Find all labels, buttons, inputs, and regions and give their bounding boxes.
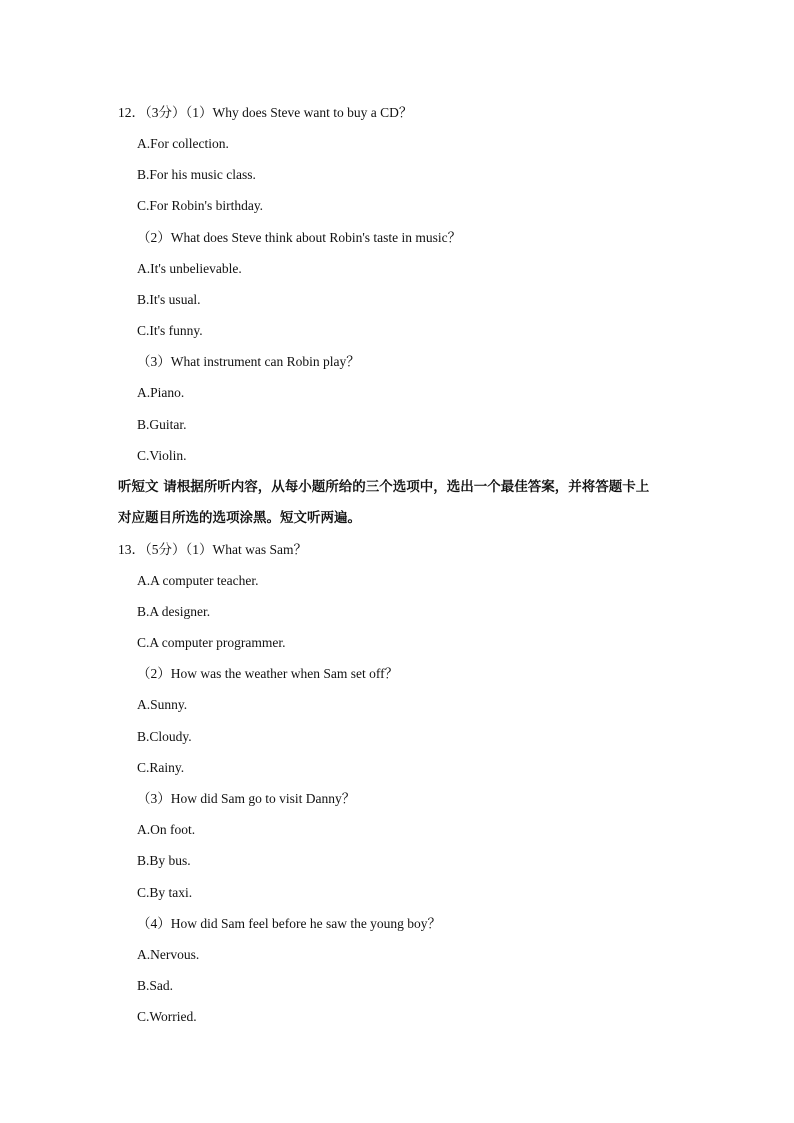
- q13-2-option-b: B.Cloudy.: [137, 729, 192, 744]
- q13-4-option-c: C.Worried.: [137, 1009, 197, 1024]
- section-instruction-line-2: 对应题目所选的选项涂黑。短文听两遍。: [118, 510, 361, 526]
- question-12-heading: 12．（3分）（1）Why does Steve want to buy a CD？: [118, 105, 413, 120]
- q12-1-option-b: B.For his music class.: [137, 167, 256, 182]
- q12-1-option-a: A.For collection.: [137, 136, 229, 151]
- q13-2-option-a: A.Sunny.: [137, 697, 188, 712]
- q12-3-option-a: A.Piano.: [137, 385, 185, 400]
- q12-1-option-c: C.For Robin's birthday.: [137, 198, 264, 213]
- q13-3-question: （3）How did Sam go to visit Danny？: [137, 791, 356, 806]
- q12-3-option-b: B.Guitar.: [137, 417, 187, 432]
- q12-3-option-c: C.Violin.: [137, 448, 187, 463]
- q13-2-option-c: C.Rainy.: [137, 760, 185, 775]
- q12-2-option-a: A.It's unbelievable.: [137, 261, 242, 276]
- section-instruction-line-1: 听短文 请根据所听内容，从每小题所给的三个选项中，选出一个最佳答案，并将答题卡上: [118, 479, 650, 495]
- q13-1-option-c: C.A computer programmer.: [137, 635, 286, 650]
- q13-2-question: （2）How was the weather when Sam set off？: [137, 666, 399, 681]
- q13-3-option-b: B.By bus.: [137, 853, 191, 868]
- q13-4-option-b: B.Sad.: [137, 978, 174, 993]
- q13-1-option-a: A.A computer teacher.: [137, 573, 259, 588]
- q12-3-question: （3）What instrument can Robin play？: [137, 354, 360, 369]
- q13-1-option-b: B.A designer.: [137, 604, 211, 619]
- q13-4-option-a: A.Nervous.: [137, 947, 200, 962]
- q13-3-option-c: C.By taxi.: [137, 885, 193, 900]
- q13-4-question: （4）How did Sam feel before he saw the young boy？: [137, 916, 442, 931]
- q12-2-option-b: B.It's usual.: [137, 292, 201, 307]
- q13-3-option-a: A.On foot.: [137, 822, 196, 837]
- q12-2-option-c: C.It's funny.: [137, 323, 203, 338]
- question-13-heading: 13．（5分）（1）What was Sam？: [118, 542, 307, 557]
- q12-2-question: （2）What does Steve think about Robin's taste in music？: [137, 230, 462, 245]
